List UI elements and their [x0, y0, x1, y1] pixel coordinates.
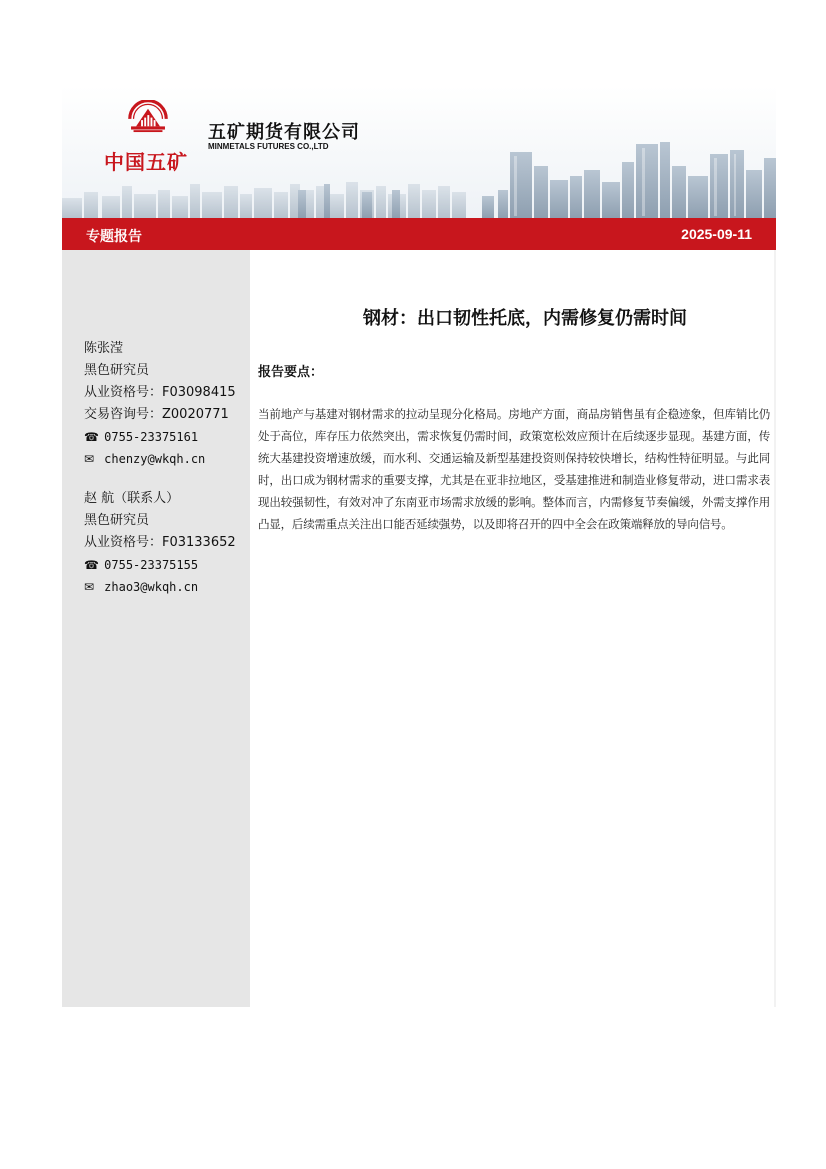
author-card	[84, 338, 236, 470]
logo-wordmark: 中国五矿	[104, 150, 188, 174]
key-points-heading: 报告要点：	[258, 365, 324, 380]
author-phone: 0755-23375161	[104, 430, 199, 444]
report-type-label: 专题报告	[86, 229, 142, 245]
author-phone: 0755-23375155	[104, 558, 199, 572]
envelope-icon: ✉	[84, 452, 95, 466]
author-email[interactable]: zhao3@wkqh.cn	[104, 580, 199, 594]
author-consult-number: 交易咨询号：Z0020771	[84, 407, 229, 422]
author-qualification: 从业资格号：F03098415	[84, 385, 236, 400]
minmetals-logo-icon	[126, 100, 170, 144]
report-type-banner	[62, 218, 776, 250]
company-name-en: MINMETALS FUTURES CO.,LTD	[208, 142, 329, 151]
report-title: 钢材：出口韧性托底，内需修复仍需时间	[363, 308, 687, 329]
company-name-cn: 五矿期货有限公司	[208, 122, 360, 143]
author-qualification: 从业资格号：F03133652	[84, 535, 236, 550]
right-edge-strip	[774, 250, 776, 1007]
author-email[interactable]: chenzy@wkqh.cn	[104, 452, 206, 466]
report-date: 2025-09-11	[681, 226, 752, 242]
summary-paragraph: 当前地产与基建对钢材需求的拉动呈现分化格局。房地产方面，商品房销售虽有企稳迹象，但库销比仍处于高位，库存压力依然突出，需求恢复仍需时间，政策宽松效应预计在后续逐步显现。基建方面，传统大基建投资增速放缓，而水利、交通运输及新型基建投资则保持较快增长，结构性特征明显。与此同时，出口成为钢材需求的重要支撑，尤其是在亚非拉地区，受基建推进和制造业修复带动，进口需求表现出较强韧性，有效对冲了东南亚市场需求放缓的影响。整体而言，内需修复节奏偏缓，外需支撑作用凸显，后续需重点关注出口能否延续强势，以及即将召开的四中全会在政策端释放的导向信号。	[258, 407, 770, 532]
envelope-icon: ✉	[84, 580, 95, 594]
phone-icon: ☎	[84, 558, 99, 572]
author-name: 陈张滢	[84, 341, 124, 356]
phone-icon: ☎	[84, 430, 99, 444]
author-title: 黑色研究员	[84, 513, 150, 528]
author-card	[84, 488, 236, 598]
author-title: 黑色研究员	[84, 363, 150, 378]
author-name: 赵 航（联系人）	[84, 491, 180, 506]
